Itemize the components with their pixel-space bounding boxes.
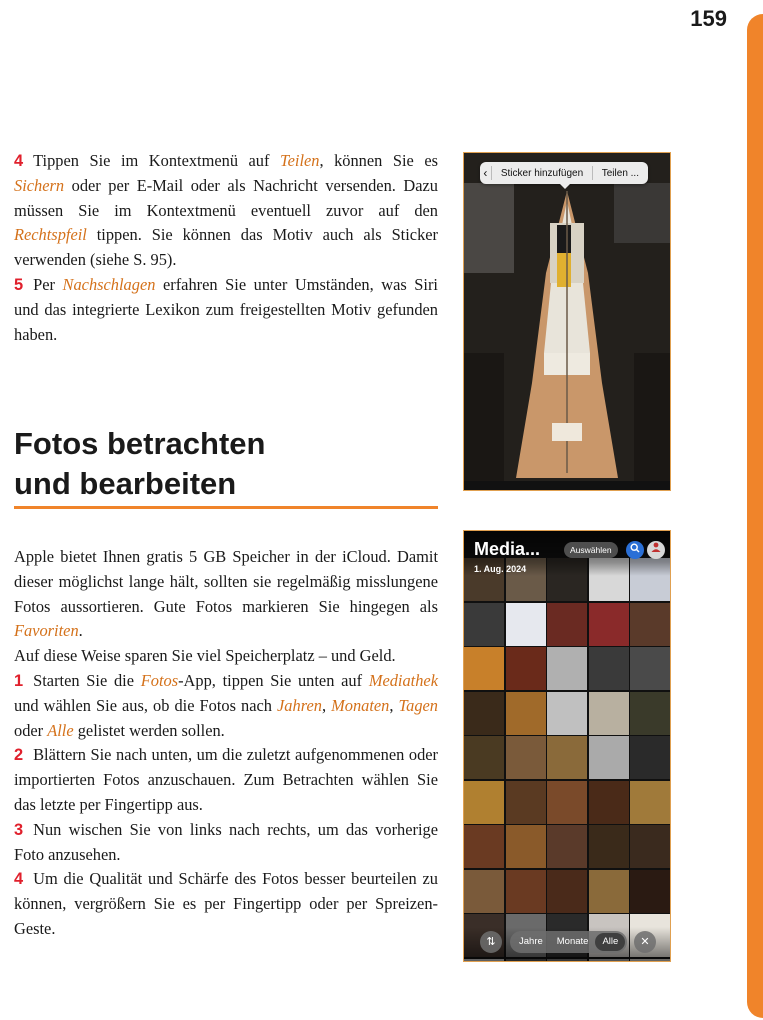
photo-thumbnail[interactable] xyxy=(547,825,587,868)
photo-thumbnail[interactable] xyxy=(589,825,629,868)
paragraph xyxy=(14,669,438,743)
section-heading xyxy=(14,424,438,504)
ui-term: Rechtspfeil xyxy=(14,225,87,245)
paragraph xyxy=(14,149,438,273)
text-run: tippen. Sie können das Motiv auch als Sticker verwenden (siehe S. 95). xyxy=(14,225,438,270)
photo-thumbnail[interactable] xyxy=(589,736,629,779)
photo-thumbnail[interactable] xyxy=(589,870,629,913)
library-bottom-bar xyxy=(464,927,670,961)
text-run: Um die Qualität und Schärfe des Fotos besser beurteilen zu können, vergrößern Sie es per Fingertipp oder per Spreizen-Geste. xyxy=(14,869,438,938)
heading-underline xyxy=(14,506,438,509)
section-heading-line-2: und bearbeiten xyxy=(14,466,237,501)
paragraph xyxy=(14,644,438,669)
photo-thumbnail[interactable] xyxy=(547,647,587,690)
ui-term: Jahren xyxy=(277,695,322,715)
photo-thumbnail[interactable] xyxy=(506,781,546,824)
ui-term: Nachschlagen xyxy=(62,274,156,294)
photo-thumbnail[interactable] xyxy=(464,603,504,646)
text-run: , xyxy=(321,695,332,715)
photo-thumbnail[interactable] xyxy=(464,825,504,868)
photo-thumbnail[interactable] xyxy=(464,870,504,913)
context-menu xyxy=(480,162,648,184)
photo-thumbnail[interactable] xyxy=(464,736,504,779)
text-run: oder xyxy=(14,720,48,740)
edge-color-bar xyxy=(747,14,763,1018)
photo-thumbnail[interactable] xyxy=(630,736,670,779)
paragraph xyxy=(14,273,438,347)
ui-term: Favoriten xyxy=(14,621,79,641)
photo-thumbnail[interactable] xyxy=(589,781,629,824)
photo-thumbnail[interactable] xyxy=(630,603,670,646)
ship-model-image xyxy=(464,153,670,490)
photo-thumbnail[interactable] xyxy=(547,692,587,735)
paragraph xyxy=(14,743,438,817)
sort-icon[interactable]: ⇅ xyxy=(480,931,502,953)
ui-term: Monaten xyxy=(331,695,390,715)
ui-term: Mediathek xyxy=(368,670,438,690)
ship-photo-screenshot xyxy=(463,152,671,491)
text-run: , xyxy=(389,695,399,715)
library-header xyxy=(464,531,670,576)
photo-thumbnail[interactable] xyxy=(464,647,504,690)
steps-context-menu xyxy=(14,149,438,347)
media-library-screenshot xyxy=(463,530,671,962)
page-number: 159 xyxy=(690,6,727,31)
photo-thumbnail[interactable] xyxy=(547,736,587,779)
text-run: und wählen Sie aus, ob die Fotos nach xyxy=(14,695,278,715)
photo-thumbnail[interactable] xyxy=(464,692,504,735)
text-run: gelistet werden sollen. xyxy=(73,720,225,740)
select-button[interactable]: Auswählen xyxy=(564,542,618,558)
photo-thumbnail[interactable] xyxy=(506,736,546,779)
section-heading-line-1: Fotos betrachten xyxy=(14,426,266,461)
text-run: Starten Sie die xyxy=(33,670,141,690)
photo-thumbnail[interactable] xyxy=(630,647,670,690)
step-number: 4 xyxy=(14,870,24,889)
close-icon[interactable]: ✕ xyxy=(634,931,656,953)
photo-thumbnail[interactable] xyxy=(547,870,587,913)
search-icon[interactable] xyxy=(626,541,644,559)
text-run: Auf diese Weise sparen Sie viel Speicherplatz – und Geld. xyxy=(14,646,396,666)
photo-thumbnail[interactable] xyxy=(506,692,546,735)
paragraph xyxy=(14,867,438,941)
ui-term: Sichern xyxy=(14,175,65,195)
text-run: -App, tippen Sie unten auf xyxy=(178,670,369,690)
text-run: Blättern Sie nach unten, um die zuletzt aufgenommenen oder importierten Fotos anzuschauen. Zum Betrachten wählen Sie das letzte per Fingertipp aus. xyxy=(14,745,438,814)
text-run: , können Sie es xyxy=(319,151,438,170)
photo-thumbnail[interactable] xyxy=(464,781,504,824)
step-number: 3 xyxy=(14,820,24,839)
paragraph xyxy=(14,545,438,644)
text-run: Tippen Sie im Kontextmenü auf xyxy=(33,151,280,170)
photo-thumbnail[interactable] xyxy=(547,781,587,824)
add-sticker-menu-item[interactable]: Sticker hinzufügen xyxy=(500,167,584,179)
photo-thumbnail[interactable] xyxy=(506,647,546,690)
photo-thumbnail[interactable] xyxy=(630,870,670,913)
photo-thumbnail[interactable] xyxy=(589,692,629,735)
segment-months[interactable]: Monate xyxy=(556,936,589,947)
chevron-left-icon[interactable]: ‹ xyxy=(480,166,492,180)
text-run: Per xyxy=(33,274,63,294)
photo-thumbnail[interactable] xyxy=(506,825,546,868)
avatar[interactable] xyxy=(647,541,665,559)
photo-thumbnail[interactable] xyxy=(589,603,629,646)
step-number: 4 xyxy=(14,152,24,170)
step-number: 1 xyxy=(14,671,24,690)
share-menu-item[interactable]: Teilen ... xyxy=(601,167,639,179)
photo-thumbnail[interactable] xyxy=(506,603,546,646)
library-date: 1. Aug. 2024 xyxy=(474,564,527,574)
photo-grid xyxy=(464,558,670,962)
text-run: Nun wischen Sie von links nach rechts, um das vorherige Foto anzusehen. xyxy=(14,819,438,864)
text-run: Apple bietet Ihnen gratis 5 GB Speicher in der iCloud. Damit dieser möglichst lange hält, sollten sie regelmäßig misslungene Fotos aussortieren. Gute Fotos markieren Sie hingegen als xyxy=(14,547,438,616)
photo-thumbnail[interactable] xyxy=(630,692,670,735)
segment-all[interactable]: Alle xyxy=(595,933,625,951)
step-number: 2 xyxy=(14,746,24,765)
photo-thumbnail[interactable] xyxy=(630,781,670,824)
steps-view-photos xyxy=(14,545,438,942)
photo-thumbnail[interactable] xyxy=(589,647,629,690)
ui-term: Alle xyxy=(47,720,74,740)
ui-term: Tagen xyxy=(398,695,438,715)
text-run: erfahren Sie unter Umständen, was Siri und das integrierte Lexikon zum freigestellten Motiv gefunden haben. xyxy=(14,274,438,344)
text-run: . xyxy=(78,621,83,641)
library-title: Media... xyxy=(474,539,541,559)
ui-term: Teilen xyxy=(280,151,320,170)
step-number: 5 xyxy=(14,275,24,294)
photo-thumbnail[interactable] xyxy=(630,825,670,868)
segment-years[interactable]: Jahre xyxy=(519,936,543,947)
text-run: oder per E-Mail oder als Nachricht versenden. Dazu müssen Sie im Kontextmenü eventuell zuvor auf den xyxy=(14,175,438,220)
paragraph xyxy=(14,818,438,868)
photo-thumbnail[interactable] xyxy=(506,870,546,913)
ui-term: Fotos xyxy=(140,670,179,690)
view-segmented-control xyxy=(510,931,627,953)
menu-pointer xyxy=(560,184,570,189)
photo-thumbnail[interactable] xyxy=(547,603,587,646)
